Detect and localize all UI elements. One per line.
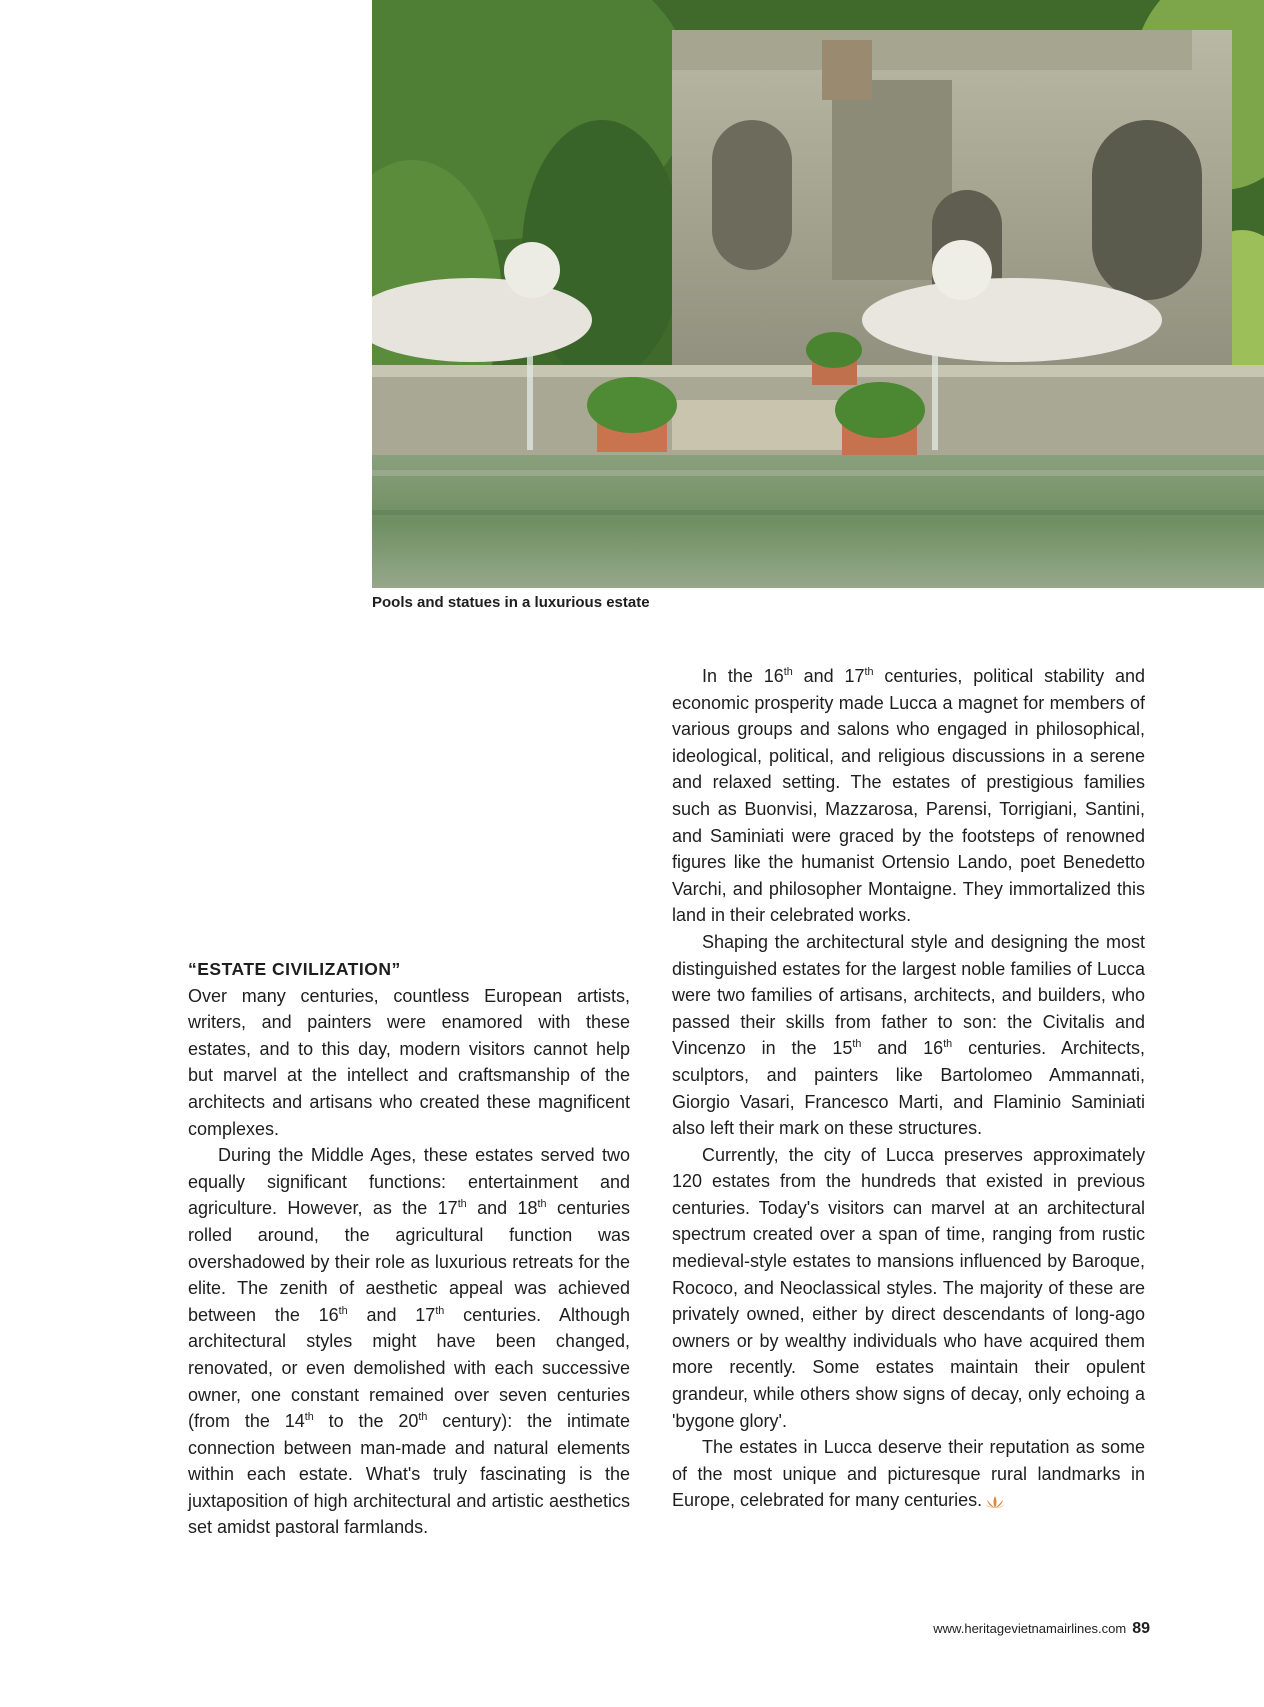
right-paragraph-3: Currently, the city of Lucca preserves approximately 120 estates from the hundreds that existed in previous centuries. Today's visitors can marvel at an architectural spectrum created over a span of time, ranging from rustic medieval-style estates to mansions influenced by Baroque, Rococo, and Neoclassical styles. The majority of these are privately owned, either by direct descendants of long-ago owners or by wealthy individuals who have acquired them more recently. Some estates maintain their opulent grandeur, while others show signs of decay, only echoing a 'bygone glory'.	[672, 1144, 1145, 1431]
section-heading: “ESTATE CIVILIZATION”	[188, 959, 401, 979]
lotus-icon	[984, 1495, 1006, 1509]
left-paragraph-1: Over many centuries, countless European artists, writers, and painters were enamored with these estates, and to this day, modern visitors cannot help but marvel at the intellect and craftsmanship of the architects and artisans who created these magnificent complexes.	[188, 985, 630, 1139]
page-number: 89	[1132, 1620, 1150, 1637]
photo-caption: Pools and statues in a luxurious estate	[372, 594, 650, 611]
left-column	[188, 956, 630, 1541]
right-column	[672, 663, 1145, 1514]
right-paragraph-1: In the 16th and 17th centuries, political stability and economic prosperity made Lucca a magnet for members of various groups and salons who engaged in philosophical, ideological, political, and religious discussions in a serene and relaxed setting. The estates of prestigious families such as Buonvisi, Mazzarosa, Parensi, Torrigiani, Santini, and Saminiati were graced by the footsteps of renowned figures like the humanist Ortensio Lando, poet Benedetto Varchi, and philosopher Montaigne. They immortalized this land in their celebrated works.	[672, 666, 1146, 926]
closing-text: The estates in Lucca deserve their reputation as some of the most unique and picturesque rural landmarks in Europe, celebrated for many centuries.	[672, 1437, 1145, 1511]
estate-photo	[372, 0, 1264, 588]
page-footer	[933, 1620, 1150, 1638]
right-paragraph-2: Shaping the architectural style and designing the most distinguished estates for the largest noble families of Lucca were two families of artisans, architects, and builders, who passed their skills from father to son: the Civitalis and Vincenzo in the 15th and 16th centuries. Architects, sculptors, and painters like Bartolomeo Ammannati, Giorgio Vasari, Francesco Marti, and Flaminio Saminiati also left their mark on these structures.	[672, 931, 1146, 1139]
estate-photo-illustration	[372, 0, 1264, 588]
left-paragraph-2: During the Middle Ages, these estates served two equally significant functions: entertainment and agriculture. However, as the 17th and 18th centuries rolled around, the agricultural function was overshadowed by their role as luxurious retreats for the elite. The zenith of aesthetic appeal was achieved between the 16th and 17th centuries. Although architectural styles might have been changed, renovated, or even demolished with each successive owner, one constant remained over seven centuries (from the 14th to the 20th century): the intimate connection between man-made and natural elements within each estate. What's truly fascinating is the juxtaposition of high architectural and artistic aesthetics set amidst pastoral farmlands.	[188, 1145, 631, 1538]
right-paragraph-4	[672, 1434, 1145, 1514]
footer-url: www.heritagevietnamairlines.com	[933, 1621, 1127, 1636]
